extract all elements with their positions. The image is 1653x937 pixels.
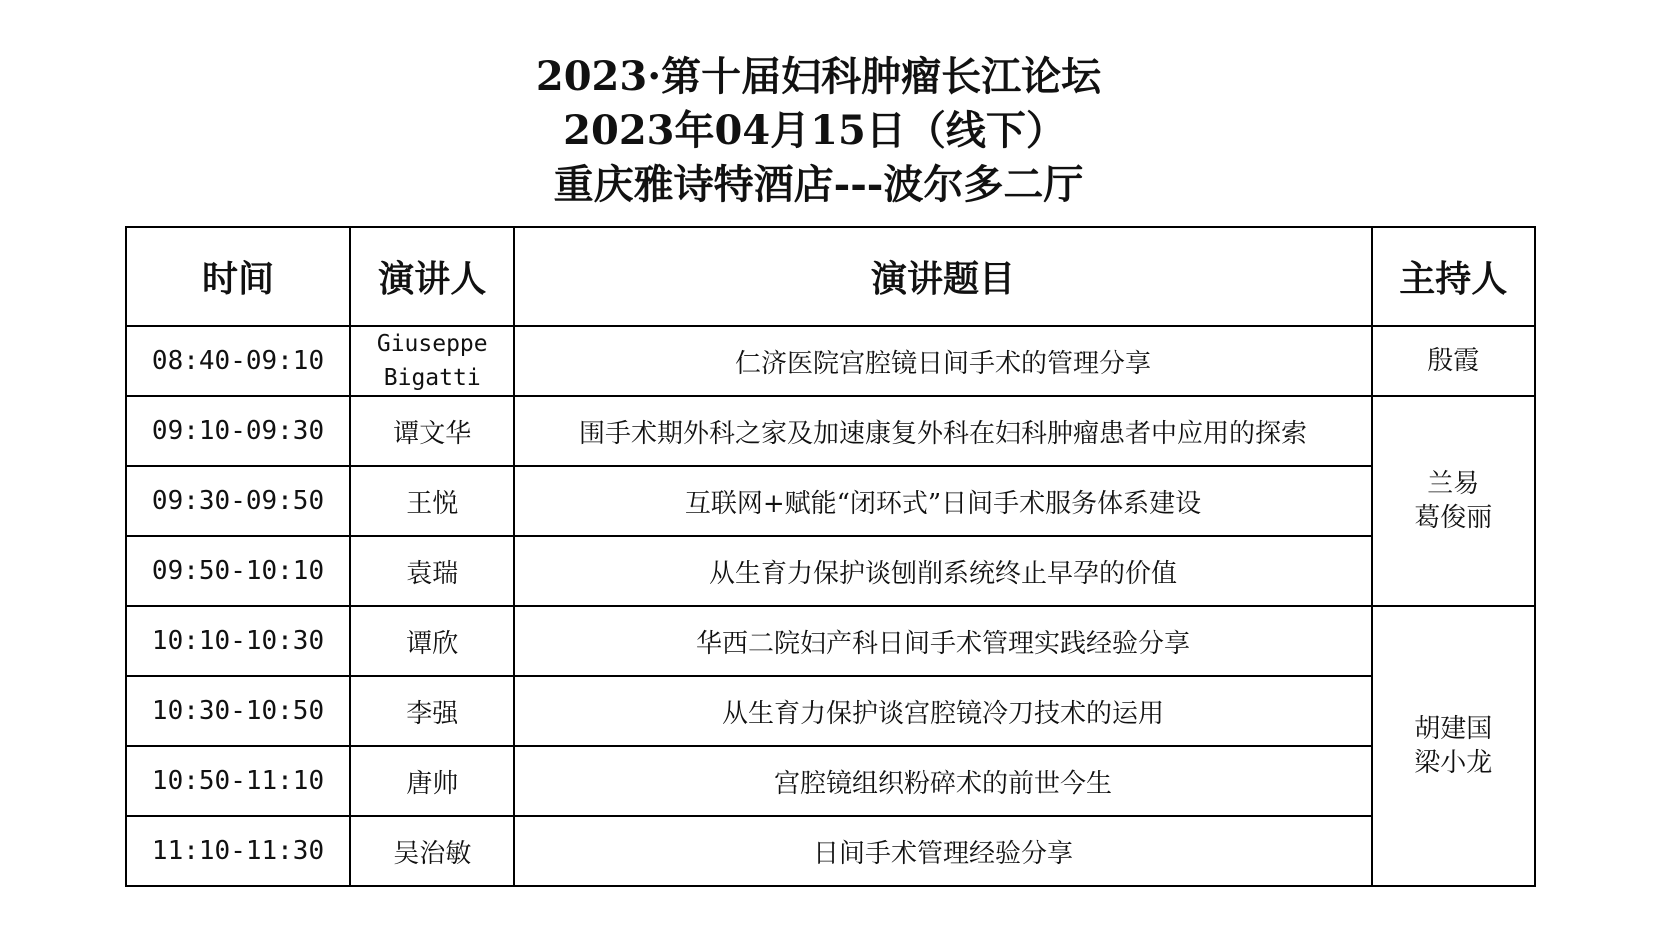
table-row xyxy=(126,746,1535,816)
topic-cell: 仁济医院宫腔镜日间手术的管理分享 xyxy=(514,326,1371,396)
topic-cell: 从生育力保护谈宫腔镜冷刀技术的运用 xyxy=(514,676,1371,746)
topic-cell: 日间手术管理经验分享 xyxy=(514,816,1371,886)
forum-title: 2023·第十届妇科肿瘤长江论坛 xyxy=(535,53,1102,100)
event-venue: 重庆雅诗特酒店---波尔多二厅 xyxy=(553,161,1084,208)
host-name: 梁小龙 xyxy=(1414,748,1493,778)
table-row xyxy=(126,676,1535,746)
event-date: 2023年04月15日（线下） xyxy=(563,107,1066,154)
host-cell xyxy=(1372,396,1535,606)
time-cell: 09:10-09:30 xyxy=(126,396,350,466)
host-name: 兰易 xyxy=(1427,469,1480,499)
header-topic: 演讲题目 xyxy=(514,227,1371,326)
time-cell: 11:10-11:30 xyxy=(126,816,350,886)
time-cell: 09:50-10:10 xyxy=(126,536,350,606)
host-name: 殷霞 xyxy=(1427,346,1480,376)
time-cell: 10:10-10:30 xyxy=(126,606,350,676)
speaker-cell: 袁瑞 xyxy=(350,536,514,606)
host-cell xyxy=(1372,606,1535,886)
speaker-cell: 王悦 xyxy=(350,466,514,536)
topic-cell: 互联网+赋能“闭环式”日间手术服务体系建设 xyxy=(514,466,1371,536)
speaker-cell: 谭欣 xyxy=(350,606,514,676)
time-cell: 08:40-09:10 xyxy=(126,326,350,396)
speaker-cell: 吴治敏 xyxy=(350,816,514,886)
table-row xyxy=(126,536,1535,606)
speaker-last-name: Bigatti xyxy=(383,365,481,391)
document-title xyxy=(0,50,1653,212)
host-cell xyxy=(1372,326,1535,396)
header-speaker: 演讲人 xyxy=(350,227,514,326)
speaker-cell xyxy=(350,326,514,396)
table-row xyxy=(126,816,1535,886)
speaker-cell: 李强 xyxy=(350,676,514,746)
header-host: 主持人 xyxy=(1372,227,1535,326)
topic-cell: 华西二院妇产科日间手术管理实践经验分享 xyxy=(514,606,1371,676)
table-row xyxy=(126,466,1535,536)
speaker-cell: 谭文华 xyxy=(350,396,514,466)
time-cell: 10:30-10:50 xyxy=(126,676,350,746)
time-cell: 09:30-09:50 xyxy=(126,466,350,536)
schedule-table xyxy=(125,226,1536,887)
topic-cell: 围手术期外科之家及加速康复外科在妇科肿瘤患者中应用的探索 xyxy=(514,396,1371,466)
host-name: 胡建国 xyxy=(1414,714,1493,744)
host-name: 葛俊丽 xyxy=(1414,503,1493,533)
topic-cell: 宫腔镜组织粉碎术的前世今生 xyxy=(514,746,1371,816)
time-cell: 10:50-11:10 xyxy=(126,746,350,816)
speaker-cell: 唐帅 xyxy=(350,746,514,816)
table-row xyxy=(126,396,1535,466)
speaker-first-name: Giuseppe xyxy=(376,331,488,357)
table-row xyxy=(126,606,1535,676)
table-header-row xyxy=(126,227,1535,326)
header-time: 时间 xyxy=(126,227,350,326)
topic-cell: 从生育力保护谈刨削系统终止早孕的价值 xyxy=(514,536,1371,606)
table-row xyxy=(126,326,1535,396)
